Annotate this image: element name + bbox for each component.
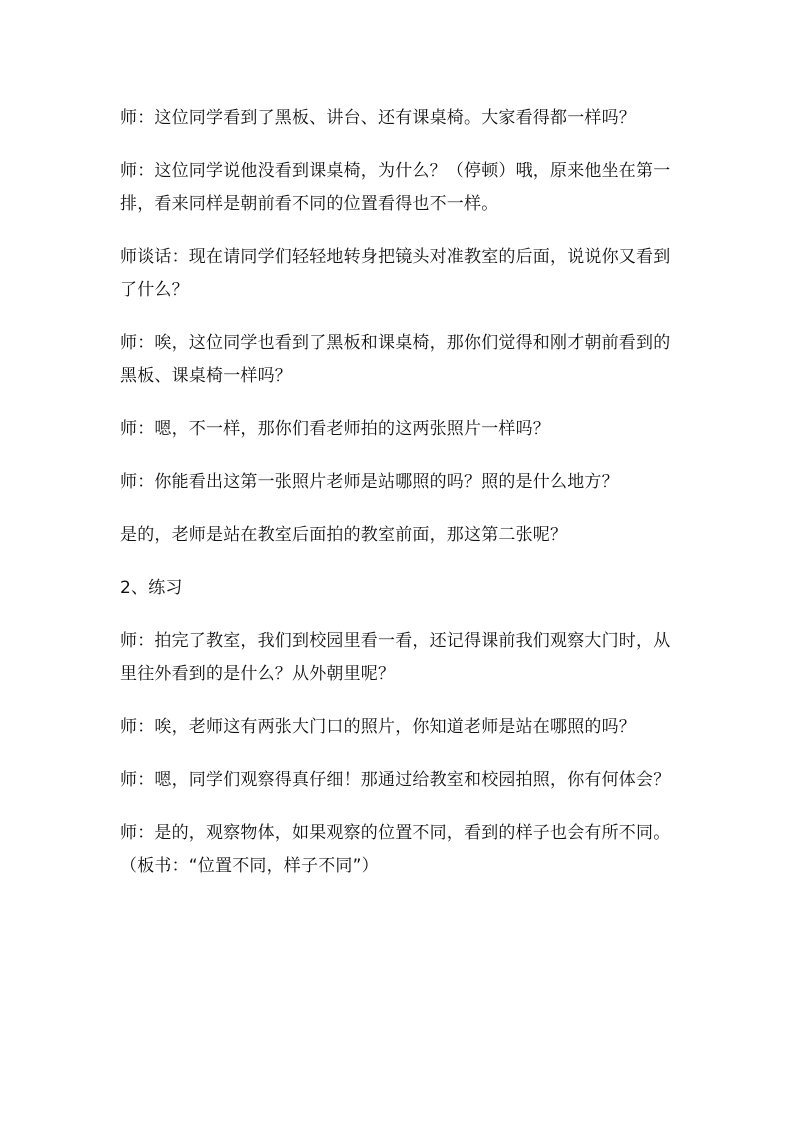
paragraph-4: 师：唉，这位同学也看到了黑板和课桌椅，那你们觉得和刚才朝前看到的黑板、课桌椅一样吗？ [120,333,671,386]
paragraph-12: 师：是的，观察物体，如果观察的位置不同，看到的样子也会有所不同。（板书：“位置不同，样子不同”） [120,823,671,876]
paragraph-3: 师谈话：现在请同学们轻轻地转身把镜头对准教室的后面，说说你又看到了什么？ [120,247,671,300]
section-heading-practice: 2、练习 [120,578,183,598]
document-body [120,102,680,903]
paragraph-9: 师：拍完了教室，我们到校园里看一看，还记得课前我们观察大门时，从里往外看到的是什么？从外朝里呢？ [120,631,671,684]
paragraph-10: 师：唉，老师这有两张大门口的照片，你知道老师是站在哪照的吗？ [120,717,636,737]
paragraph-7: 是的，老师是站在教室后面拍的教室前面，那这第二张呢？ [120,525,568,545]
paragraph-11: 师：嗯，同学们观察得真仔细！那通过给教室和校园拍照，你有何体会？ [120,770,671,790]
paragraph-5: 师：嗯，不一样，那你们看老师拍的这两张照片一样吗？ [120,419,550,439]
paragraph-2: 师：这位同学说他没看到课桌椅，为什么？（停顿）哦，原来他坐在第一排，看来同样是朝前看不同的位置看得也不一样。 [120,161,671,214]
paragraph-6: 师：你能看出这第一张照片老师是站哪照的吗？照的是什么地方？ [120,472,619,492]
paragraph-1: 师：这位同学看到了黑板、讲台、还有课桌椅。大家看得都一样吗？ [120,108,636,128]
